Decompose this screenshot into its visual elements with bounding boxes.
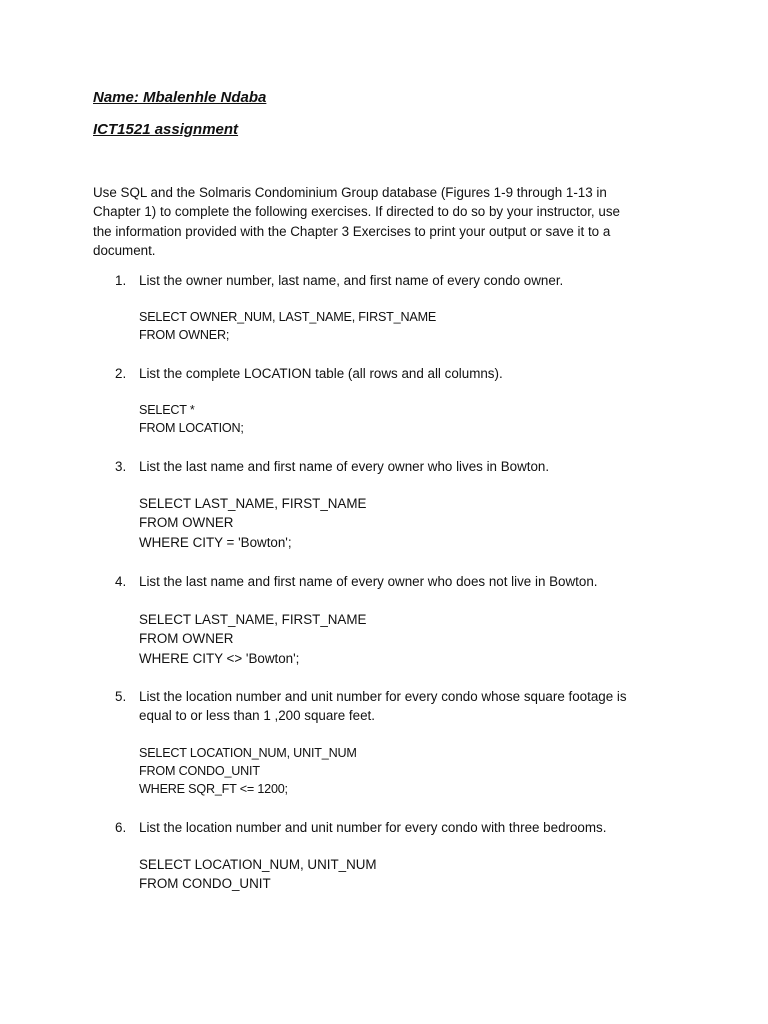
exercise-prompt xyxy=(139,457,549,476)
exercise-number: 1. xyxy=(115,273,127,288)
sql-answer xyxy=(139,610,366,668)
sql-answer xyxy=(139,308,436,344)
exercise-prompt xyxy=(139,364,503,383)
exercise-prompt-line: List the last name and first name of every owner who lives in Bowton. xyxy=(139,459,550,474)
sql-answer xyxy=(139,855,377,894)
exercise-number: 6. xyxy=(115,820,127,835)
exercise-prompt-line: equal to or less than 1 ,200 square feet. xyxy=(139,708,375,724)
sql-line: FROM OWNER xyxy=(139,515,234,531)
sql-line: SELECT LOCATION_NUM, UNIT_NUM xyxy=(139,746,357,760)
exercise-prompt-line: List the owner number, last name, and first name of every condo owner. xyxy=(139,273,564,288)
exercise-number: 2. xyxy=(115,366,127,381)
sql-line: SELECT LAST_NAME, FIRST_NAME xyxy=(139,612,367,627)
instructions-line: Chapter 1) to complete the following exercises. If directed to do so by your instructor, use xyxy=(93,204,620,220)
exercise-prompt-line: List the complete LOCATION table (all rows and all columns). xyxy=(139,366,503,381)
sql-line: SELECT LOCATION_NUM, UNIT_NUM xyxy=(139,857,377,872)
sql-line: FROM CONDO_UNIT xyxy=(139,876,271,892)
assignment-title: ICT1521 assignment xyxy=(93,121,239,138)
sql-line: SELECT LAST_NAME, FIRST_NAME xyxy=(139,496,367,511)
exercise-prompt-line: List the location number and unit number for every condo whose square footage is xyxy=(139,689,627,704)
sql-answer xyxy=(139,401,244,437)
sql-line: WHERE CITY = 'Bowton'; xyxy=(139,534,292,550)
sql-answer xyxy=(139,744,357,798)
sql-line: WHERE SQR_FT <= 1200; xyxy=(139,782,288,796)
exercise-prompt xyxy=(139,818,606,837)
sql-line: FROM OWNER; xyxy=(139,328,230,342)
instructions-paragraph xyxy=(93,183,673,260)
instructions-line: Use SQL and the Solmaris Condominium Group database (Figures 1-9 through 1-13 in xyxy=(93,185,607,200)
exercise-prompt xyxy=(139,687,627,726)
sql-line: SELECT OWNER_NUM, LAST_NAME, FIRST_NAME xyxy=(139,310,437,324)
exercise-prompt-line: List the location number and unit number for every condo with three bedrooms. xyxy=(139,820,607,835)
exercise-prompt-line: List the last name and first name of every owner who does not live in Bowton. xyxy=(139,574,598,589)
exercise-prompt xyxy=(139,271,563,290)
student-name: Name: Mbalenhle Ndaba xyxy=(93,89,267,106)
sql-line: WHERE CITY <> 'Bowton'; xyxy=(139,650,300,666)
sql-line: FROM OWNER xyxy=(139,631,234,647)
sql-line: SELECT * xyxy=(139,403,195,417)
exercise-prompt xyxy=(139,572,598,591)
exercise-number: 4. xyxy=(115,574,127,589)
exercise-number: 3. xyxy=(115,459,127,474)
instructions-line: document. xyxy=(93,242,156,258)
exercise-number: 5. xyxy=(115,689,127,704)
sql-answer xyxy=(139,494,366,552)
instructions-line: the information provided with the Chapter 3 Exercises to print your output or save it to a xyxy=(93,223,611,239)
sql-line: FROM LOCATION; xyxy=(139,421,244,435)
sql-line: FROM CONDO_UNIT xyxy=(139,764,260,778)
